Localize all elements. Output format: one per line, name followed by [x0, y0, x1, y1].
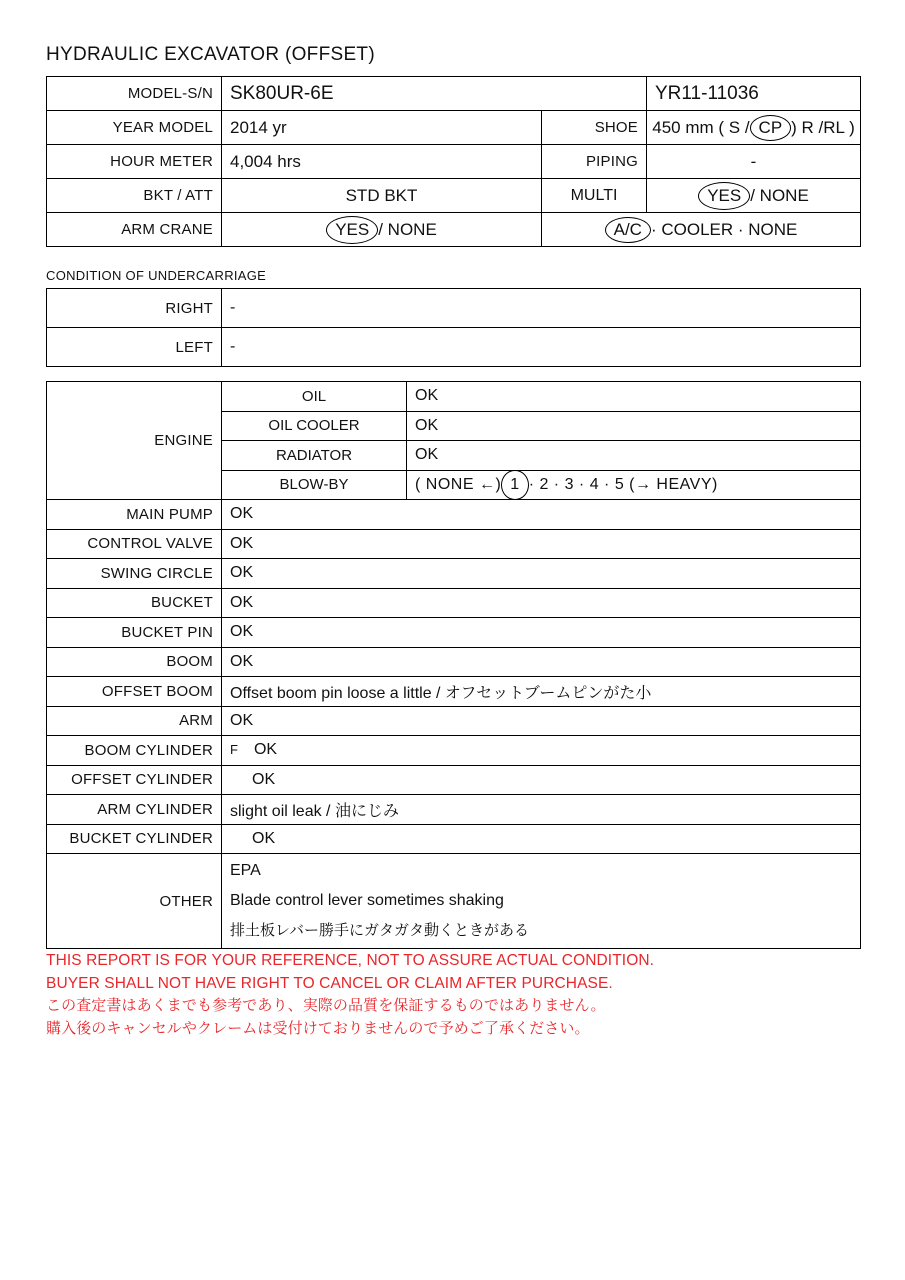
- arm-crane-circled-option: YES: [326, 219, 378, 241]
- table-row: [47, 706, 861, 736]
- machine-header-table: [46, 76, 861, 247]
- label-arm: ARM: [47, 706, 222, 736]
- disclaimer-line-3: この査定書はあくまでも参考であり、実際の品質を保証するものではありません。: [46, 997, 606, 1014]
- arm-crane-suffix: / NONE: [378, 219, 437, 239]
- label-piping: PIPING: [542, 145, 647, 179]
- value-arm-crane: [222, 213, 542, 247]
- value-arm-cylinder: slight oil leak / 油にじみ: [222, 795, 861, 825]
- label-hour-meter: HOUR METER: [47, 145, 222, 179]
- table-row: [47, 111, 861, 145]
- value-boom: OK: [222, 647, 861, 677]
- label-swing-circle: SWING CIRCLE: [47, 559, 222, 589]
- boom-cylinder-status: OK: [253, 741, 278, 759]
- other-line-3: 排土板レバー勝手にガタガタ動くときがある: [230, 922, 529, 939]
- label-bucket-cylinder: BUCKET CYLINDER: [47, 824, 222, 854]
- other-line-2: Blade control lever sometimes shaking: [230, 892, 504, 909]
- value-bucket-cylinder: OK: [222, 824, 861, 854]
- label-offset-boom: OFFSET BOOM: [47, 677, 222, 707]
- value-bucket: OK: [222, 588, 861, 618]
- ac-suffix: · COOLER · NONE: [650, 219, 798, 239]
- value-model-sn: SK80UR-6E: [222, 77, 647, 111]
- value-other: [222, 854, 861, 949]
- value-undercarriage-right: -: [222, 289, 861, 328]
- boom-cylinder-prefix: F: [230, 742, 238, 758]
- label-year-model: YEAR MODEL: [47, 111, 222, 145]
- table-row: [47, 854, 861, 949]
- label-engine-radiator: RADIATOR: [222, 441, 407, 471]
- value-control-valve: OK: [222, 529, 861, 559]
- value-hour-meter: 4,004 hrs: [222, 145, 542, 179]
- value-undercarriage-left: -: [222, 328, 861, 367]
- value-swing-circle: OK: [222, 559, 861, 589]
- value-boom-cylinder: [222, 736, 861, 766]
- value-shoe: [647, 111, 861, 145]
- value-offset-cylinder: OK: [222, 765, 861, 795]
- label-multi: MULTI: [542, 179, 647, 213]
- table-row: [47, 145, 861, 179]
- value-serial-number: YR11-11036: [647, 77, 861, 111]
- table-row: [47, 588, 861, 618]
- undercarriage-table: [46, 288, 861, 367]
- blowby-circled-level: 1: [501, 475, 528, 495]
- value-year-model: 2014 yr: [222, 111, 542, 145]
- multi-circled-option: YES: [698, 185, 750, 207]
- disclaimer-line-1: THIS REPORT IS FOR YOUR REFERENCE, NOT TO ASSURE ACTUAL CONDITION.: [46, 952, 655, 969]
- label-bucket-pin: BUCKET PIN: [47, 618, 222, 648]
- label-other: OTHER: [47, 854, 222, 949]
- table-row: [47, 179, 861, 213]
- table-row: [47, 382, 861, 412]
- table-row: [47, 795, 861, 825]
- label-engine: ENGINE: [47, 382, 222, 500]
- value-multi: [647, 179, 861, 213]
- label-arm-crane: ARM CRANE: [47, 213, 222, 247]
- value-engine-radiator: OK: [407, 441, 861, 471]
- label-model-sn: MODEL-S/N: [47, 77, 222, 111]
- label-boom-cylinder: BOOM CYLINDER: [47, 736, 222, 766]
- disclaimer-line-4: 購入後のキャンセルやクレームは受付けておりませんので予めご了承ください。: [46, 1019, 590, 1037]
- value-engine-blow-by: [407, 470, 861, 500]
- ac-circled-option: A/C: [605, 219, 651, 241]
- table-row: [47, 529, 861, 559]
- label-undercarriage-left: LEFT: [47, 328, 222, 367]
- label-engine-oil: OIL: [222, 382, 407, 412]
- disclaimer-text: [46, 950, 654, 1040]
- label-undercarriage-right: RIGHT: [47, 289, 222, 328]
- table-row: [47, 289, 861, 328]
- label-control-valve: CONTROL VALVE: [47, 529, 222, 559]
- value-bucket-pin: OK: [222, 618, 861, 648]
- value-piping: -: [647, 145, 861, 179]
- disclaimer-line-2: BUYER SHALL NOT HAVE RIGHT TO CANCEL OR CLAIM AFTER PURCHASE.: [46, 974, 613, 992]
- table-row: [47, 736, 861, 766]
- value-engine-oil: OK: [407, 382, 861, 412]
- page-title: HYDRAULIC EXCAVATOR (OFFSET): [46, 44, 375, 65]
- label-offset-cylinder: OFFSET CYLINDER: [47, 765, 222, 795]
- value-bkt-att: STD BKT: [222, 179, 542, 213]
- value-offset-boom: Offset boom pin loose a little / オフセットブームピンがた小: [222, 677, 861, 707]
- undercarriage-section-label: CONDITION OF UNDERCARRIAGE: [46, 268, 267, 283]
- table-row: [47, 559, 861, 589]
- label-shoe: SHOE: [542, 111, 647, 145]
- shoe-circled-option: CP: [750, 117, 792, 139]
- shoe-suffix: ) R /RL ): [791, 117, 855, 137]
- table-row: [47, 328, 861, 367]
- table-row: [47, 824, 861, 854]
- label-bucket: BUCKET: [47, 588, 222, 618]
- other-line-1: EPA: [230, 862, 261, 879]
- value-arm: OK: [222, 706, 861, 736]
- label-engine-oil-cooler: OIL COOLER: [222, 411, 407, 441]
- table-row: [47, 618, 861, 648]
- shoe-prefix: 450 mm ( S /: [652, 117, 750, 137]
- label-boom: BOOM: [47, 647, 222, 677]
- table-row: [47, 500, 861, 530]
- multi-suffix: / NONE: [750, 185, 809, 205]
- table-row: [47, 647, 861, 677]
- table-row: [47, 677, 861, 707]
- label-engine-blow-by: BLOW-BY: [222, 470, 407, 500]
- value-cab-ac: [542, 213, 861, 247]
- label-bkt-att: BKT / ATT: [47, 179, 222, 213]
- table-row: [47, 77, 861, 111]
- value-engine-oil-cooler: OK: [407, 411, 861, 441]
- inspection-table: [46, 381, 861, 949]
- blowby-prefix: ( NONE ←): [415, 475, 502, 493]
- value-main-pump: OK: [222, 500, 861, 530]
- label-main-pump: MAIN PUMP: [47, 500, 222, 530]
- label-arm-cylinder: ARM CYLINDER: [47, 795, 222, 825]
- blowby-suffix: · 2 · 3 · 4 · 5 (→ HEAVY): [528, 475, 718, 493]
- table-row: [47, 765, 861, 795]
- table-row: [47, 213, 861, 247]
